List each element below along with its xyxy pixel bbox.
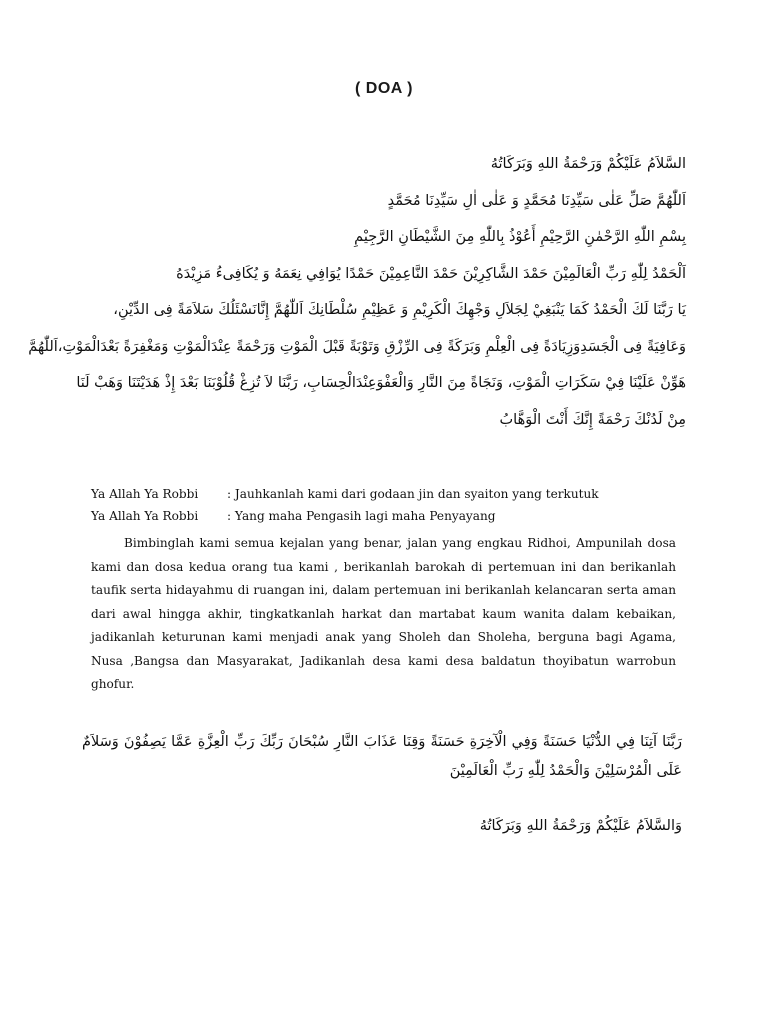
invocation-text: : Jauhkanlah kami dari godaan jin dan syaiton yang terkutuk <box>227 487 599 501</box>
arabic-prayer-line-3: هَوِّنْ عَلَيْنَا فِيْ سَكَرَاتِ الْمَوْتِ، وَنَجَاةً مِنَ النَّارِ وَالْعَفْوَعِنْدَالْحِسَابِ، رَبَّنَا لاَ تُزِغْ قُلُوْبَنَا بَعْدَ إِذْ هَدَيْتَنَا وَهَبْ لَنَا <box>76 375 686 391</box>
arabic-prayer-line-1: يَا رَبَّنَا لَكَ الْحَمْدُ كَمَا يَنْبَغِيْ لِجَلاَلِ وَجْهِكَ الْكَرِيْمِ وَ عَظِيْمِ سُلْطَانِكَ اَللّٰهُمَّ إِنَّانَسْئَلُكَ سَلاَمَةً فِى الدِّيْنِ، <box>113 302 686 318</box>
arabic-prayer-line-2: وَعَافِيَةً فِى الْجَسَدِوَزِيَادَةً فِى الْعِلْمِ وَبَرَكَةً فِى الرِّزْقِ وَتَوْبَةً قَبْلَ الْمَوْتِ وَرَحْمَةً عِنْدَالْمَوْتِ وَمَغْفِرَةً بَعْدَالْمَوْتِ،اَللّٰهُمَّ <box>28 338 686 355</box>
arabic-hamdalah-line: اَلْحَمْدُ لِلّٰهِ رَبِّ الْعَالَمِيْنَ حَمْدَ الشَّاكِرِيْنَ حَمْدَ النَّاعِمِيْنَ حَمْدًا يُوَافِي نِعَمَهُ وَ يُكَافِىءُ مَزِيْدَهُ <box>176 265 686 282</box>
invocation-row <box>91 483 676 505</box>
arabic-prayer-line-4: مِنْ لَدُنْكَ رَحْمَةً إِنَّكَ أَنْتَ الْوَهَّابُ <box>499 411 686 428</box>
invocation-row <box>91 505 676 527</box>
arabic-basmalah-line: بِسْمِ اللّٰهِ الرَّحْمٰنِ الرَّحِيْمِ أَعُوْذُ بِاللّٰهِ مِنَ الشَّيْطَانِ الرَّجِيْمِ <box>354 229 686 245</box>
invocation-text: : Yang maha Pengasih lagi maha Penyayang <box>227 509 496 523</box>
invocation-list <box>91 483 676 527</box>
invocation-label: Ya Allah Ya Robbi <box>91 487 199 501</box>
arabic-opening-block <box>28 150 686 442</box>
arabic-sholawat-line: اَللّٰهُمَّ صَلِّ عَلٰى سَيِّدِنَا مُحَمَّدٍ وَ عَلٰى اٰلِ سَيِّدِنَا مُحَمَّدٍ <box>387 192 686 209</box>
arabic-closing-prayer: رَبَّنَا آتِنَا فِي الدُّنْيَا حَسَنَةً وَفِي الْآخِرَةِ حَسَنَةً وَقِنَا عَذَابَ النَّارِ سُبْحَانَ رَبِّكَ رَبِّ الْعِزَّةِ عَمَّا يَصِفُوْنَ وَسَلاَمٌ عَلَى الْمُرْسَلِيْنَ وَالْحَمْدُ لِلّٰهِ رَبِّ الْعَالَمِيْنَ <box>82 734 682 779</box>
doc-title: ( DOA ) <box>354 80 413 97</box>
prayer-paragraph-text: Bimbinglah kami semua kejalan yang benar, jalan yang engkau Ridhoi, Ampunilah dosa kami dan dosa kedua orang tua kami , berikanlah barokah di pertemuan ini dan berikanlah taufik serta hidayahmu di ruangan ini, dalam pertemuan ini berikanlah kelancaran serta aman dari awal hingga akhir, tingkatkanlah harkat dan martabat kaum wanita dalam kebaikan, jadikanlah keturunan kami menjadi anak yang Sholeh dan Sholeha, berguna bagi Agama, Nusa ,Bangsa dan Masyarakat, Jadikanlah desa kami desa baldatun thoyibatun warrobun ghofur. <box>91 536 676 691</box>
arabic-salam-line: السَّلاَمُ عَلَيْكُمْ وَرَحْمَةُ اللهِ وَبَرَكَاتُهُ <box>490 156 686 172</box>
prayer-paragraph <box>91 532 676 697</box>
invocation-label: Ya Allah Ya Robbi <box>91 509 199 523</box>
arabic-closing-salam: وَالسَّلاَمُ عَلَيْكُمْ وَرَحْمَةُ اللهِ وَبَرَكَاتُهُ <box>479 818 682 834</box>
